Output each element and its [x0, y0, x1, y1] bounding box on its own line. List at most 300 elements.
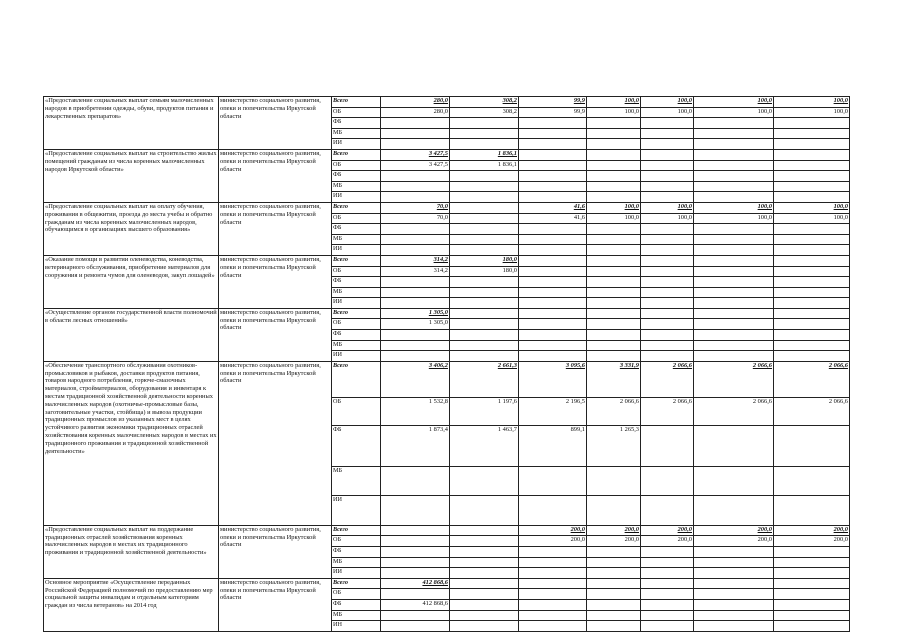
amount-cell — [450, 192, 519, 203]
funding-source: Всего — [332, 149, 381, 160]
amount-cell: 280,0 — [381, 97, 450, 108]
amount-cell — [641, 277, 694, 288]
amount-cell — [381, 340, 450, 351]
amount-cell — [774, 589, 850, 600]
amount-cell — [587, 149, 641, 160]
funding-source: ФБ — [332, 171, 381, 182]
amount-cell — [587, 224, 641, 235]
table-row — [44, 255, 850, 266]
amount-cell — [641, 139, 694, 150]
amount-cell — [587, 330, 641, 341]
measure-description: «Предоставление социальных выплат семьям малочисленных народов в приобретении одежды, обуви, продуктов питания и лекарственных препаратов» — [44, 97, 219, 150]
amount-cell — [519, 128, 587, 139]
amount-cell — [381, 171, 450, 182]
amount-cell — [774, 192, 850, 203]
amount-cell — [774, 118, 850, 129]
funding-source: Всего — [332, 578, 381, 589]
amount-cell — [519, 610, 587, 621]
amount-cell: 70,0 — [381, 213, 450, 224]
amount-cell — [450, 600, 519, 611]
amount-cell — [641, 547, 694, 558]
amount-cell: 412 868,6 — [381, 578, 450, 589]
amount-cell — [450, 568, 519, 579]
amount-cell — [641, 557, 694, 568]
amount-cell — [450, 525, 519, 536]
amount-cell: 41,6 — [519, 213, 587, 224]
amount-cell: 100,0 — [694, 213, 774, 224]
amount-cell — [519, 192, 587, 203]
amount-cell — [587, 287, 641, 298]
amount-cell: 100,0 — [774, 213, 850, 224]
amount-cell — [694, 128, 774, 139]
amount-cell — [450, 351, 519, 362]
amount-cell: 100,0 — [641, 213, 694, 224]
funding-source: ИИ — [332, 192, 381, 203]
amount-cell — [381, 621, 450, 632]
amount-cell — [641, 245, 694, 256]
amount-cell: 41,6 — [519, 202, 587, 213]
table-row — [44, 525, 850, 536]
amount-cell — [641, 171, 694, 182]
amount-cell — [381, 466, 450, 495]
amount-cell: 2 066,6 — [774, 361, 850, 397]
amount-cell: 2 196,5 — [519, 397, 587, 425]
amount-cell: 200,0 — [587, 525, 641, 536]
amount-cell — [641, 298, 694, 309]
amount-cell — [519, 340, 587, 351]
amount-cell — [519, 547, 587, 558]
amount-cell — [774, 298, 850, 309]
amount-cell — [519, 600, 587, 611]
responsible-executor: министерство социального развития, опеки и попечительства Иркутской области — [219, 255, 332, 308]
amount-cell — [587, 621, 641, 632]
amount-cell — [694, 425, 774, 466]
amount-cell — [519, 466, 587, 495]
amount-cell — [641, 160, 694, 171]
amount-cell: 1 836,1 — [450, 149, 519, 160]
amount-cell — [450, 319, 519, 330]
amount-cell: 100,0 — [587, 213, 641, 224]
amount-cell — [450, 234, 519, 245]
measure-description: «Предоставление социальных выплат на строительство жилых помещений гражданам из числа коренных малочисленных народов Иркутской области» — [44, 149, 219, 202]
amount-cell — [641, 234, 694, 245]
amount-cell: 1 305,0 — [381, 319, 450, 330]
amount-cell — [587, 589, 641, 600]
amount-cell — [587, 128, 641, 139]
table-row — [44, 308, 850, 319]
amount-cell — [587, 139, 641, 150]
funding-table — [43, 96, 850, 632]
amount-cell — [774, 466, 850, 495]
amount-cell — [519, 255, 587, 266]
amount-cell — [694, 224, 774, 235]
amount-cell — [519, 149, 587, 160]
amount-cell — [519, 495, 587, 525]
amount-cell — [641, 621, 694, 632]
amount-cell — [450, 139, 519, 150]
amount-cell: 200,0 — [641, 525, 694, 536]
amount-cell: 2 066,6 — [694, 361, 774, 397]
amount-cell: 100,0 — [587, 202, 641, 213]
amount-cell — [641, 224, 694, 235]
amount-cell — [450, 213, 519, 224]
amount-cell: 3 331,9 — [587, 361, 641, 397]
amount-cell — [641, 610, 694, 621]
amount-cell: 100,0 — [641, 107, 694, 118]
amount-cell — [519, 298, 587, 309]
amount-cell — [519, 139, 587, 150]
funding-source: ФБ — [332, 425, 381, 466]
amount-cell: 180,0 — [450, 266, 519, 277]
amount-cell — [774, 224, 850, 235]
amount-cell — [450, 621, 519, 632]
amount-cell — [774, 139, 850, 150]
amount-cell — [694, 589, 774, 600]
funding-source: МБ — [332, 466, 381, 495]
amount-cell — [694, 255, 774, 266]
amount-cell — [381, 287, 450, 298]
measure-description: «Предоставление социальных выплат на оплату обучения, проживания в общежитии, проезда до места учебы и обратно гражданам из числа коренных малочисленных народов, обучающимся в организациях высшего образования» — [44, 202, 219, 255]
amount-cell — [450, 495, 519, 525]
amount-cell — [641, 266, 694, 277]
amount-cell: 100,0 — [774, 107, 850, 118]
measure-description: Основное мероприятие «Осуществление переданных Российской Федерацией полномочий по предоставлению мер социальной защиты инвалидам и отдельным категориям граждан из числа ветеранов» на 2014 год — [44, 578, 219, 631]
amount-cell — [519, 245, 587, 256]
amount-cell — [587, 298, 641, 309]
amount-cell: 180,0 — [450, 255, 519, 266]
amount-cell — [587, 181, 641, 192]
funding-source: Всего — [332, 97, 381, 108]
amount-cell — [774, 308, 850, 319]
amount-cell: 412 868,6 — [381, 600, 450, 611]
amount-cell — [774, 547, 850, 558]
amount-cell — [587, 600, 641, 611]
amount-cell: 314,2 — [381, 255, 450, 266]
amount-cell — [381, 495, 450, 525]
measure-description: «Предоставление социальных выплат на поддержание традиционных отраслей хозяйствования коренных малочисленных народов в местах их традиционного проживания и традиционной хозяйственной деятельности» — [44, 525, 219, 578]
amount-cell — [694, 600, 774, 611]
amount-cell — [587, 319, 641, 330]
amount-cell — [450, 466, 519, 495]
funding-source: Всего — [332, 255, 381, 266]
amount-cell: 308,2 — [450, 97, 519, 108]
amount-cell — [774, 234, 850, 245]
amount-cell — [641, 181, 694, 192]
amount-cell — [587, 610, 641, 621]
amount-cell — [774, 340, 850, 351]
amount-cell: 2 066,6 — [641, 361, 694, 397]
amount-cell: 100,0 — [641, 97, 694, 108]
amount-cell: 200,0 — [694, 525, 774, 536]
responsible-executor: министерство социального развития, опеки и попечительства Иркутской области — [219, 149, 332, 202]
amount-cell — [694, 495, 774, 525]
amount-cell — [450, 536, 519, 547]
amount-cell — [774, 255, 850, 266]
amount-cell — [641, 149, 694, 160]
amount-cell — [450, 202, 519, 213]
amount-cell — [641, 128, 694, 139]
amount-cell: 99,9 — [519, 97, 587, 108]
funding-source: МБ — [332, 287, 381, 298]
amount-cell — [774, 621, 850, 632]
amount-cell — [450, 128, 519, 139]
amount-cell: 1 532,8 — [381, 397, 450, 425]
amount-cell — [694, 330, 774, 341]
amount-cell: 308,2 — [450, 107, 519, 118]
amount-cell — [774, 495, 850, 525]
amount-cell: 2 661,3 — [450, 361, 519, 397]
amount-cell: 200,0 — [694, 536, 774, 547]
amount-cell: 200,0 — [641, 536, 694, 547]
amount-cell — [774, 277, 850, 288]
funding-source: МБ — [332, 610, 381, 621]
amount-cell — [774, 266, 850, 277]
amount-cell — [641, 340, 694, 351]
amount-cell — [381, 547, 450, 558]
funding-source: ФБ — [332, 118, 381, 129]
amount-cell — [450, 181, 519, 192]
amount-cell — [519, 118, 587, 129]
amount-cell: 100,0 — [587, 97, 641, 108]
amount-cell — [587, 340, 641, 351]
responsible-executor: министерство социального развития, опеки и попечительства Иркутской области — [219, 202, 332, 255]
funding-source: ОБ — [332, 397, 381, 425]
amount-cell: 100,0 — [587, 107, 641, 118]
amount-cell — [450, 557, 519, 568]
amount-cell — [450, 578, 519, 589]
responsible-executor: министерство социального развития, опеки и попечительства Иркутской области — [219, 308, 332, 361]
funding-source: ФБ — [332, 277, 381, 288]
amount-cell — [641, 466, 694, 495]
amount-cell — [641, 568, 694, 579]
amount-cell — [641, 308, 694, 319]
amount-cell — [381, 234, 450, 245]
amount-cell — [641, 600, 694, 611]
amount-cell — [450, 308, 519, 319]
table-row — [44, 97, 850, 108]
amount-cell — [450, 224, 519, 235]
amount-cell — [381, 298, 450, 309]
amount-cell — [774, 160, 850, 171]
funding-source: МБ — [332, 340, 381, 351]
amount-cell — [381, 525, 450, 536]
funding-source: Всего — [332, 202, 381, 213]
amount-cell: 314,2 — [381, 266, 450, 277]
amount-cell: 100,0 — [694, 97, 774, 108]
amount-cell — [774, 568, 850, 579]
amount-cell — [519, 224, 587, 235]
amount-cell: 100,0 — [774, 97, 850, 108]
amount-cell — [381, 224, 450, 235]
amount-cell: 3 406,2 — [381, 361, 450, 397]
amount-cell — [694, 160, 774, 171]
table-row — [44, 361, 850, 397]
amount-cell — [381, 245, 450, 256]
funding-source: ИН — [332, 621, 381, 632]
amount-cell: 3 427,5 — [381, 160, 450, 171]
responsible-executor: министерство социального развития, опеки и попечительства Иркутской области — [219, 525, 332, 578]
amount-cell — [774, 557, 850, 568]
amount-cell — [641, 578, 694, 589]
amount-cell — [694, 319, 774, 330]
funding-source: ФБ — [332, 224, 381, 235]
funding-source: ИИ — [332, 245, 381, 256]
amount-cell — [450, 298, 519, 309]
amount-cell — [774, 319, 850, 330]
responsible-executor: министерство социального развития, опеки и попечительства Иркутской области — [219, 578, 332, 631]
amount-cell — [774, 351, 850, 362]
amount-cell: 2 066,6 — [774, 397, 850, 425]
amount-cell — [519, 578, 587, 589]
amount-cell — [381, 568, 450, 579]
amount-cell — [519, 568, 587, 579]
amount-cell — [694, 181, 774, 192]
amount-cell — [641, 287, 694, 298]
funding-source: ОБ — [332, 589, 381, 600]
amount-cell — [694, 621, 774, 632]
amount-cell — [519, 277, 587, 288]
amount-cell — [381, 192, 450, 203]
amount-cell — [381, 536, 450, 547]
funding-source: ИИ — [332, 568, 381, 579]
amount-cell — [450, 118, 519, 129]
amount-cell — [450, 277, 519, 288]
amount-cell: 1 305,0 — [381, 308, 450, 319]
funding-source: МБ — [332, 557, 381, 568]
amount-cell — [519, 351, 587, 362]
amount-cell — [587, 495, 641, 525]
amount-cell — [381, 118, 450, 129]
measure-description: «Осуществление органом государственной власти полномочий в области лесных отношений» — [44, 308, 219, 361]
funding-source: Всего — [332, 525, 381, 536]
amount-cell: 200,0 — [519, 525, 587, 536]
funding-source: ИИ — [332, 139, 381, 150]
amount-cell — [587, 578, 641, 589]
funding-source: МБ — [332, 234, 381, 245]
amount-cell — [694, 340, 774, 351]
funding-source: ОБ — [332, 319, 381, 330]
funding-source: Всего — [332, 308, 381, 319]
amount-cell — [519, 621, 587, 632]
amount-cell — [587, 547, 641, 558]
table-row — [44, 578, 850, 589]
table-row — [44, 202, 850, 213]
amount-cell — [694, 610, 774, 621]
amount-cell: 200,0 — [519, 536, 587, 547]
amount-cell: 2 066,6 — [694, 397, 774, 425]
amount-cell — [774, 610, 850, 621]
amount-cell — [694, 192, 774, 203]
amount-cell: 100,0 — [641, 202, 694, 213]
amount-cell — [381, 557, 450, 568]
amount-cell — [641, 330, 694, 341]
amount-cell: 100,0 — [694, 202, 774, 213]
amount-cell — [694, 578, 774, 589]
amount-cell — [774, 245, 850, 256]
amount-cell — [450, 245, 519, 256]
funding-source: ОБ — [332, 213, 381, 224]
measure-description: «Обеспечение транспортного обслуживания охотников-промысловиков и рыбаков, доставки продуктов питания, товаров народного потребления, горюче-смазочных материалов, стройматериалов, оборудования и инвентаря к местам традиционной хозяйственной деятельности коренных малочисленных народов (охотничье-промысловые базы, заготовительные участки, стойбища) и вывоза продукции традиционных промыслов из указанных мест в целях устойчивого развития экономики традиционных отраслей хозяйствования коренных малочисленных народов в местах их традиционного проживания и традиционной хозяйственной деятельности» — [44, 361, 219, 525]
amount-cell: 99,9 — [519, 107, 587, 118]
table-row — [44, 149, 850, 160]
amount-cell — [641, 319, 694, 330]
amount-cell: 100,0 — [694, 107, 774, 118]
amount-cell — [694, 245, 774, 256]
amount-cell — [694, 547, 774, 558]
amount-cell — [694, 118, 774, 129]
amount-cell — [450, 287, 519, 298]
amount-cell — [519, 287, 587, 298]
amount-cell — [450, 340, 519, 351]
amount-cell — [587, 192, 641, 203]
amount-cell: 1 265,3 — [587, 425, 641, 466]
amount-cell: 100,0 — [774, 202, 850, 213]
amount-cell — [587, 171, 641, 182]
amount-cell — [450, 589, 519, 600]
amount-cell — [519, 234, 587, 245]
funding-source: Всего — [332, 361, 381, 397]
amount-cell: 3 095,6 — [519, 361, 587, 397]
amount-cell — [774, 287, 850, 298]
amount-cell: 3 427,5 — [381, 149, 450, 160]
amount-cell — [587, 351, 641, 362]
amount-cell — [774, 600, 850, 611]
amount-cell — [694, 139, 774, 150]
amount-cell — [641, 255, 694, 266]
amount-cell — [381, 610, 450, 621]
amount-cell: 1 836,1 — [450, 160, 519, 171]
amount-cell: 1 463,7 — [450, 425, 519, 466]
amount-cell — [694, 234, 774, 245]
amount-cell — [587, 255, 641, 266]
amount-cell — [641, 118, 694, 129]
amount-cell — [587, 308, 641, 319]
amount-cell: 2 066,6 — [587, 397, 641, 425]
funding-source: ОБ — [332, 160, 381, 171]
amount-cell: 2 066,6 — [641, 397, 694, 425]
funding-source: ОБ — [332, 266, 381, 277]
amount-cell — [774, 171, 850, 182]
amount-cell — [694, 298, 774, 309]
amount-cell — [641, 495, 694, 525]
amount-cell — [587, 568, 641, 579]
amount-cell — [694, 568, 774, 579]
amount-cell — [694, 287, 774, 298]
amount-cell — [694, 308, 774, 319]
amount-cell — [381, 330, 450, 341]
amount-cell — [694, 466, 774, 495]
funding-source: ИИ — [332, 495, 381, 525]
amount-cell — [694, 277, 774, 288]
funding-source: МБ — [332, 181, 381, 192]
amount-cell — [519, 160, 587, 171]
amount-cell — [587, 277, 641, 288]
amount-cell — [519, 589, 587, 600]
amount-cell: 200,0 — [587, 536, 641, 547]
amount-cell — [381, 181, 450, 192]
responsible-executor: министерство социального развития, опеки и попечительства Иркутской области — [219, 97, 332, 150]
amount-cell — [774, 149, 850, 160]
funding-source: ИИ — [332, 298, 381, 309]
amount-cell — [450, 547, 519, 558]
amount-cell — [641, 425, 694, 466]
amount-cell: 899,1 — [519, 425, 587, 466]
amount-cell — [587, 557, 641, 568]
amount-cell — [774, 578, 850, 589]
amount-cell — [381, 589, 450, 600]
amount-cell — [694, 557, 774, 568]
amount-cell — [694, 171, 774, 182]
